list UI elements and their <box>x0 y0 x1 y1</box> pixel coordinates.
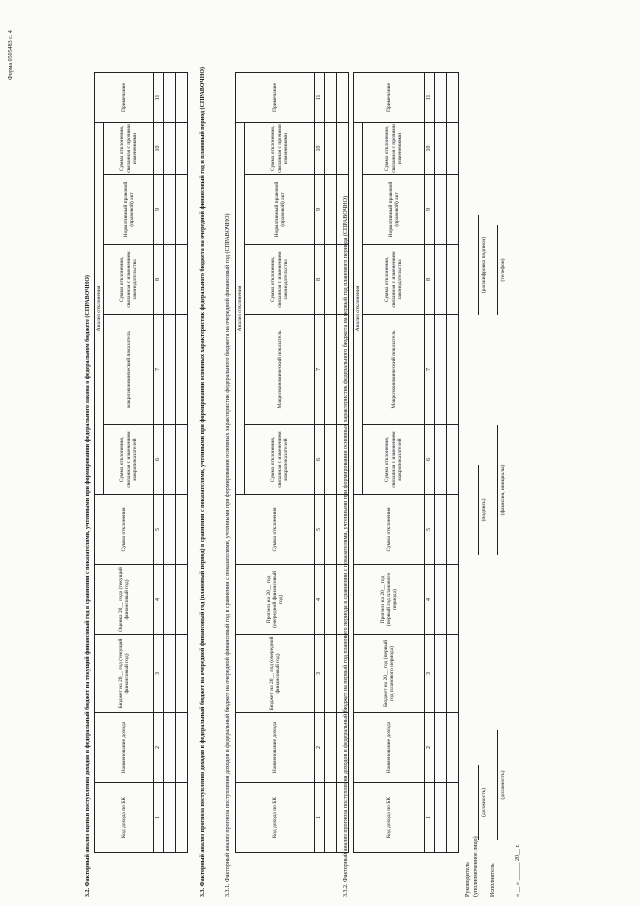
header-deviation: Сумма отклонения <box>354 495 425 565</box>
section-32-table <box>94 72 188 853</box>
header-dev-law: Сумма отклонения, связанная с изменением законодательства <box>104 245 154 315</box>
header-legal-act: Нормативный правовой (правовой) акт <box>363 175 425 245</box>
header-analysis-group: Анализ отклонения <box>236 122 245 494</box>
col-number: 8 <box>315 245 325 315</box>
header-macro-indicator: Макроэкономический показатель <box>363 315 425 425</box>
col-number: 5 <box>154 495 164 565</box>
col-number: 11 <box>154 72 164 122</box>
executor-label: Исполнитель <box>490 863 496 897</box>
col-number: 10 <box>425 122 435 174</box>
caption-signature: (подпись) <box>481 498 487 522</box>
header-analysis-group: Анализ отклонения <box>354 122 363 494</box>
header-macro-indicator: макроэкономический показатель <box>104 315 154 425</box>
col-number: 6 <box>154 425 164 495</box>
col-number: 9 <box>425 175 435 245</box>
col-number: 11 <box>425 72 435 122</box>
col-number: 5 <box>315 495 325 565</box>
head-signature-line <box>478 465 479 555</box>
header-dev-macro: Сумма отклонения, связанная с изменением макропоказателей <box>104 425 154 495</box>
header-budget: Бюджет на 20__ год (текущий финансовый год) <box>95 635 154 713</box>
header-name: Наименование дохода <box>95 713 154 783</box>
col-number: 3 <box>315 635 325 713</box>
col-number: 4 <box>315 565 325 635</box>
col-number: 10 <box>154 122 164 174</box>
form-number: Форма 0505483 с. 4 <box>8 30 14 80</box>
section-331-title: 3.3.1. Факторный анализ прогноза поступления доходов в федеральный бюджет на очередной финансовый год в сравнении с показателями, учтенными при формировании основных характеристик федерального бюджета на очередной финансовый год (СПРАВОЧНО) <box>225 213 231 897</box>
col-number: 8 <box>425 245 435 315</box>
caption-fio: (фамилия, инициалы) <box>500 464 506 516</box>
table-row <box>175 72 187 852</box>
col-number: 5 <box>425 495 435 565</box>
header-estimate: Оценка 20__ года (текущий финансовый год) <box>95 565 154 635</box>
col-number: 3 <box>425 635 435 713</box>
col-number: 7 <box>315 315 325 425</box>
header-note: Примечание <box>95 72 154 122</box>
col-number: 11 <box>315 72 325 122</box>
col-number: 3 <box>154 635 164 713</box>
executor-position-line <box>497 730 498 840</box>
header-dev-other: Сумма отклонения, связанная с прочими изменениями <box>104 122 154 174</box>
caption-phone: (телефон) <box>500 258 506 282</box>
header-note: Примечание <box>354 72 425 122</box>
header-name: Наименование дохода <box>354 713 425 783</box>
col-number: 4 <box>425 565 435 635</box>
head-position-line <box>478 765 479 840</box>
caption-position: (должность) <box>500 770 506 800</box>
table-row <box>163 72 175 852</box>
header-name: Наименование дохода <box>236 713 315 783</box>
header-budget: Бюджет на 20__ год (первый год планового периода) <box>354 635 425 713</box>
col-number: 9 <box>154 175 164 245</box>
col-number: 2 <box>425 713 435 783</box>
header-legal-act: Нормативный правовой (правовой) акт <box>104 175 154 245</box>
executor-fio-line <box>497 425 498 555</box>
header-dev-other: Сумма отклонения, связанная с прочими изменениями <box>245 122 315 174</box>
header-legal-act: Нормативный правовой (правовой) акт <box>245 175 315 245</box>
header-deviation: Сумма отклонения <box>95 495 154 565</box>
section-32-title: 3.2. Факторный анализ оценки поступления доходов в федеральный бюджет на текущий финансовый год в сравнении с показателями, учтенными при формировании федерального закона о федеральном бюджете (СПРАВОЧНО) <box>85 275 91 897</box>
col-number: 2 <box>315 713 325 783</box>
col-number: 1 <box>154 783 164 853</box>
col-number: 7 <box>425 315 435 425</box>
header-dev-macro: Сумма отклонения, связанная с изменением макропоказателей <box>363 425 425 495</box>
header-kod: Код дохода по БК <box>354 783 425 853</box>
header-deviation: Сумма отклонения <box>236 495 315 565</box>
header-dev-law: Сумма отклонения, связанная с изменением законодательства <box>245 245 315 315</box>
table-row <box>324 72 336 852</box>
col-number: 2 <box>154 713 164 783</box>
header-note: Примечание <box>236 72 315 122</box>
head-sublabel: (уполномоченное лицо) <box>473 836 479 897</box>
caption-decoding: (расшифровка подписи) <box>481 236 487 294</box>
header-analysis-group: Анализ отклонения <box>95 122 104 494</box>
section-332-table <box>353 72 459 853</box>
header-forecast: Прогноз на 20__ год (первый год планового периода) <box>354 565 425 635</box>
header-macro-indicator: Макроэкономический показатель <box>245 315 315 425</box>
header-dev-law: Сумма отклонения, связанная с изменением законодательства <box>363 245 425 315</box>
head-decoding-line <box>478 215 479 315</box>
col-number: 1 <box>425 783 435 853</box>
section-331-table <box>235 72 349 853</box>
col-number: 10 <box>315 122 325 174</box>
header-kod: Код дохода по БК <box>95 783 154 853</box>
col-number: 8 <box>154 245 164 315</box>
table-row <box>434 72 446 852</box>
header-forecast: Прогноз на 20__ год (очередной финансовый год) <box>236 565 315 635</box>
col-number: 6 <box>425 425 435 495</box>
head-label: Руководитель <box>465 862 471 897</box>
date-line: « __ » ______ 20__ г. <box>515 844 521 897</box>
section-332-title: 3.3.2. Факторный анализ прогноза поступления доходов в федеральный бюджет на первый год планового периода в сравнении с показателями, учтенными при формировании основных характеристик федерального бюджета на первый год планового периода (СПРАВОЧНО) <box>343 196 349 897</box>
section-33-title: 3.3. Факторный анализ прогноза поступления доходов в федеральный бюджет на очередной финансовый год (плановый период) в сравнении с показателями, учтенными при формировании основных характеристик федерального бюджета на очередной финансовый год и плановый период (СПРАВОЧНО) <box>200 66 206 897</box>
executor-phone-line <box>497 225 498 315</box>
header-kod: Код дохода по БК <box>236 783 315 853</box>
col-number: 7 <box>154 315 164 425</box>
header-dev-other: Сумма отклонения, связанная с прочими изменениями <box>363 122 425 174</box>
header-budget: Бюджет на 20__ год (очередной финансовый год) <box>236 635 315 713</box>
caption-position: (должность) <box>481 788 487 817</box>
col-number: 9 <box>315 175 325 245</box>
col-number: 4 <box>154 565 164 635</box>
col-number: 6 <box>315 425 325 495</box>
col-number: 1 <box>315 783 325 853</box>
table-row <box>446 72 458 852</box>
header-dev-macro: Сумма отклонения, связанная с изменением макропоказателей <box>245 425 315 495</box>
